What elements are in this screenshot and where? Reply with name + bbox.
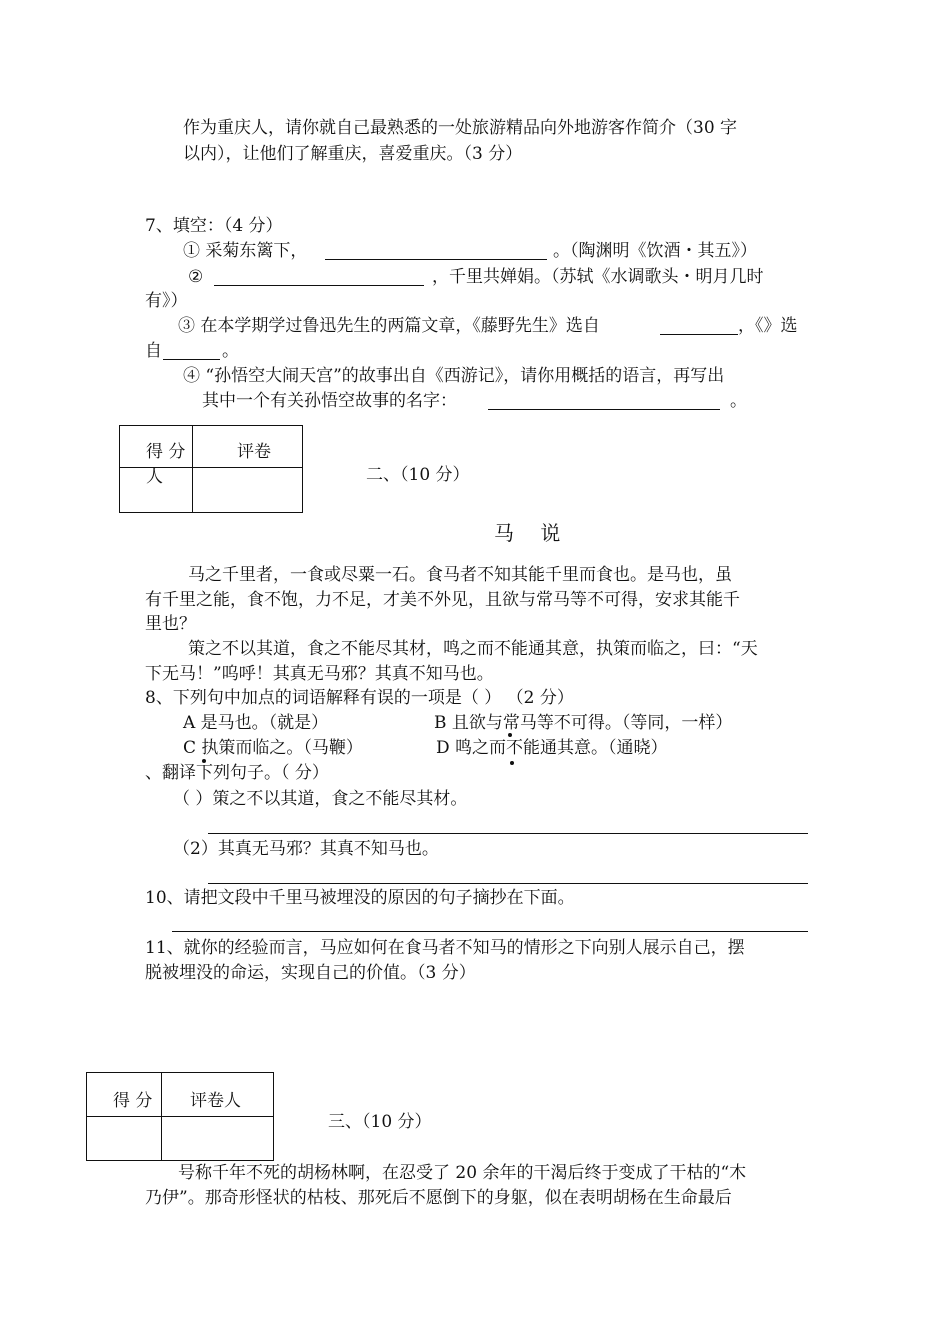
- score-table-2-row-divider: [86, 1116, 274, 1117]
- score-table-1-grader-label: 评卷: [237, 442, 271, 462]
- q7-item3-blank1[interactable]: [660, 334, 738, 335]
- q6-line2: 以内），让他们了解重庆，喜爱重庆。（3 分）: [183, 144, 523, 164]
- q7-item3-mid: ，《》选: [738, 316, 798, 336]
- q11-line2: 脱被埋没的命运，实现自己的价值。（3 分）: [145, 963, 476, 983]
- q9-item1-answer-line[interactable]: [208, 833, 808, 834]
- passage-p1-line2: 有千里之能，食不饱，力不足，才美不外见，且欲与常马等不可得，安求其能千: [145, 590, 740, 610]
- q10-stem: 10、请把文段中千里马被埋没的原因的句子摘抄在下面。: [145, 888, 575, 908]
- q8-option-d[interactable]: D 鸣之而不能通其意。（通晓）: [436, 738, 668, 758]
- q7-item1-after: 。（陶渊明《饮酒・其五》）: [553, 241, 757, 261]
- score-table-1-score-label: 得 分: [146, 442, 186, 462]
- q7-item3-end: 。: [222, 341, 239, 361]
- q7-item1-blank[interactable]: [325, 259, 547, 260]
- score-table-2-score-label: 得 分: [113, 1091, 153, 1111]
- q8-option-b[interactable]: B 且欲与常马等不可得。（等同，一样）: [434, 713, 733, 733]
- q7-item3-blank2[interactable]: [163, 359, 220, 360]
- q7-item2-num: ②: [188, 267, 204, 287]
- passage3-line2: 乃伊”。那奇形怪状的枯枝、那死后不愿倒下的身躯，似在表明胡杨在生命最后: [145, 1188, 732, 1208]
- q7-item4-blank[interactable]: [488, 409, 720, 410]
- q7-item3-before: ③ 在本学期学过鲁迅先生的两篇文章，《藤野先生》选自: [178, 316, 600, 336]
- q7-item2-cont: 有》）: [145, 291, 188, 311]
- passage-p1-line1: 马之千里者，一食或尽粟一石。食马者不知其能千里而食也。是马也，虽: [188, 565, 732, 585]
- q9-item2-answer-line[interactable]: [208, 883, 808, 884]
- passage-p1-line3: 里也？: [145, 614, 196, 634]
- q7-item4-line2: 其中一个有关孙悟空故事的名字：: [202, 391, 457, 411]
- score-table-2-grader-label: 评卷人: [190, 1091, 241, 1111]
- score-table-1-grader-wrap: 人: [146, 467, 163, 487]
- q7-heading: 7、填空：（4 分）: [145, 216, 283, 236]
- q7-item4-end: 。: [730, 391, 747, 411]
- section3-heading: 三、（10 分）: [328, 1112, 432, 1132]
- passage-p2-line1: 策之不以其道，食之不能尽其材，鸣之而不能通其意，执策而临之，曰：“天: [188, 639, 758, 659]
- q11-line1: 11、就你的经验而言，马应如何在食马者不知马的情形之下向别人展示自己，摆: [145, 938, 745, 958]
- passage-title: 马 说: [494, 521, 571, 545]
- q7-item2-after: ，千里共婵娟。（苏轼《水调歌头・明月几时: [432, 267, 764, 287]
- emphasis-dot-b: [508, 733, 512, 737]
- passage3-line1: 号称千年不死的胡杨林啊，在忍受了 20 余年的干渴后终于变成了干枯的“木: [178, 1163, 747, 1183]
- q7-item3-cont: 自: [145, 341, 162, 361]
- q8-option-a[interactable]: A 是马也。（就是）: [183, 713, 329, 733]
- q9-stem: 、翻译下列句子。（ 分）: [145, 763, 329, 783]
- emphasis-dot-d: [510, 761, 514, 765]
- q7-item1-before: ① 采菊东篱下，: [183, 241, 308, 261]
- passage-p2-line2: 下无马！”呜呼！其真无马邪？其真不知马也。: [145, 664, 494, 684]
- section2-heading: 二、（10 分）: [366, 465, 470, 485]
- q9-item1: （ ）策之不以其道，食之不能尽其材。: [173, 789, 468, 809]
- q7-item2-blank[interactable]: [214, 285, 424, 286]
- q10-answer-line[interactable]: [172, 931, 808, 932]
- q8-option-c[interactable]: C 执策而临之。（马鞭）: [183, 738, 363, 758]
- q9-item2: （2）其真无马邪？其真不知马也。: [173, 839, 439, 859]
- q7-item4-line1: ④ “孙悟空大闹天宫”的故事出自《西游记》，请你用概括的语言，再写出: [183, 366, 725, 386]
- q6-line1: 作为重庆人，请你就自己最熟悉的一处旅游精品向外地游客作简介（30 字: [183, 118, 738, 138]
- q8-stem: 8、下列句中加点的词语解释有误的一项是（ ） （2 分）: [145, 688, 574, 708]
- score-table-1-divider: [192, 425, 193, 513]
